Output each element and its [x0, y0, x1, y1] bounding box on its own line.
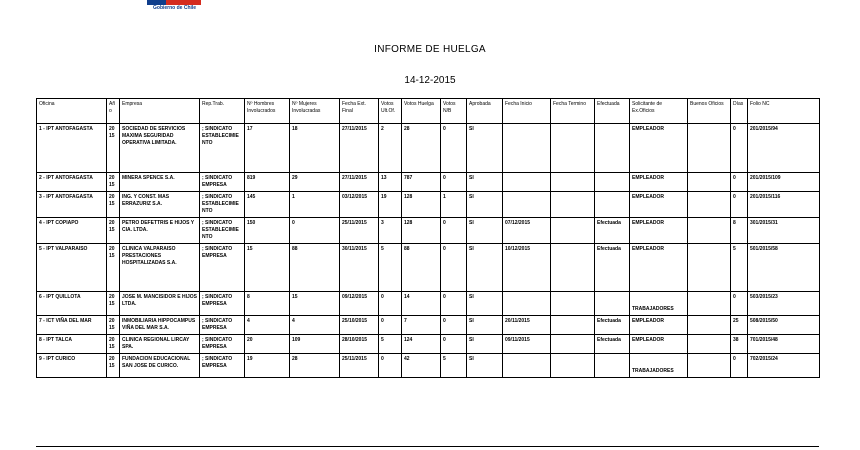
cell-dias: 38 — [731, 335, 748, 354]
cell-folio-nc: 503/2015/23 — [748, 292, 820, 316]
table-header-row — [37, 99, 820, 124]
header-mujeres: Nº Mujeres Involucradas — [290, 99, 340, 124]
cell-aprobada: SI — [467, 173, 503, 192]
cell-hombres: 150 — [245, 218, 290, 244]
page-bottom-rule — [36, 446, 819, 447]
cell-efectuada: Efectuada — [595, 335, 630, 354]
cell-ano: 2015 — [107, 173, 120, 192]
header-efectuada: Efectuada — [595, 99, 630, 124]
cell-votos-huelga: 28 — [402, 124, 441, 173]
cell-efectuada: Efectuada — [595, 316, 630, 335]
cell-empresa: ING. Y CONST. MAS ERRAZURIZ S.A. — [120, 192, 200, 218]
cell-empresa: PETRO DEFETTRIS E HIJOS Y CIA. LTDA. — [120, 218, 200, 244]
cell-solicitante: TRABAJADORES — [630, 354, 688, 378]
cell-efectuada — [595, 173, 630, 192]
cell-solicitante: EMPLEADOR — [630, 335, 688, 354]
cell-votos-nb: 0 — [441, 335, 467, 354]
cell-dias: 0 — [731, 173, 748, 192]
table-row — [37, 335, 820, 354]
cell-hombres: 19 — [245, 354, 290, 378]
cell-votos-nb: 1 — [441, 192, 467, 218]
cell-dias: 0 — [731, 292, 748, 316]
header-empresa: Empresa — [120, 99, 200, 124]
cell-fecha-termino — [551, 316, 595, 335]
cell-empresa: JOSE M. MANCISIDOR E HIJOS LTDA. — [120, 292, 200, 316]
cell-fecha-ext-final: 03/12/2015 — [340, 192, 379, 218]
cell-ano: 2015 — [107, 354, 120, 378]
cell-empresa: MINERA SPENCE S.A. — [120, 173, 200, 192]
cell-dias: 0 — [731, 192, 748, 218]
cell-buenos-oficios — [688, 124, 731, 173]
cell-solicitante: EMPLEADOR — [630, 316, 688, 335]
cell-aprobada: SI — [467, 316, 503, 335]
cell-dias: 0 — [731, 354, 748, 378]
cell-votos-ult-of: 19 — [379, 192, 402, 218]
cell-fecha-termino — [551, 218, 595, 244]
cell-aprobada: SI — [467, 292, 503, 316]
table-row — [37, 316, 820, 335]
table-row — [37, 354, 820, 378]
cell-votos-huelga: 42 — [402, 354, 441, 378]
cell-votos-huelga: 7 — [402, 316, 441, 335]
cell-aprobada: SI — [467, 335, 503, 354]
table-row — [37, 244, 820, 292]
cell-buenos-oficios — [688, 218, 731, 244]
cell-oficina: 6 - IPT QUILLOTA — [37, 292, 107, 316]
cell-mujeres: 29 — [290, 173, 340, 192]
cell-votos-ult-of: 0 — [379, 354, 402, 378]
cell-ano: 2015 — [107, 244, 120, 292]
cell-hombres: 8 — [245, 292, 290, 316]
cell-rep-trab: ; SINDICATO EMPRESA — [200, 173, 245, 192]
cell-fecha-inicio: 09/11/2015 — [503, 335, 551, 354]
cell-empresa: CLINICA VALPARAISO PRESTACIONES HOSPITALIZADAS S.A. — [120, 244, 200, 292]
cell-ano: 2015 — [107, 292, 120, 316]
cell-fecha-inicio — [503, 124, 551, 173]
cell-votos-nb: 5 — [441, 354, 467, 378]
cell-hombres: 819 — [245, 173, 290, 192]
cell-aprobada: SI — [467, 354, 503, 378]
cell-fecha-ext-final: 28/10/2015 — [340, 335, 379, 354]
cell-mujeres: 0 — [290, 218, 340, 244]
cell-mujeres: 28 — [290, 354, 340, 378]
cell-buenos-oficios — [688, 244, 731, 292]
cell-votos-ult-of: 0 — [379, 292, 402, 316]
cell-efectuada — [595, 354, 630, 378]
cell-votos-nb: 0 — [441, 316, 467, 335]
header-votos-huelga: Votos Huelga — [402, 99, 441, 124]
cell-fecha-ext-final: 25/11/2015 — [340, 218, 379, 244]
cell-fecha-ext-final: 30/11/2015 — [340, 244, 379, 292]
cell-oficina: 9 - IPT CURICO — [37, 354, 107, 378]
cell-fecha-inicio — [503, 192, 551, 218]
report-date: 14-12-2015 — [404, 75, 456, 86]
cell-rep-trab: ; SINDICATO EMPRESA — [200, 335, 245, 354]
cell-ano: 2015 — [107, 218, 120, 244]
cell-solicitante: EMPLEADOR — [630, 244, 688, 292]
cell-empresa: SOCIEDAD DE SERVICIOS MAXIMA SEGURIDAD OPERATIVA LIMITADA. — [120, 124, 200, 173]
cell-fecha-termino — [551, 354, 595, 378]
cell-oficina: 3 - IPT ANTOFAGASTA — [37, 192, 107, 218]
cell-solicitante: EMPLEADOR — [630, 173, 688, 192]
cell-efectuada — [595, 124, 630, 173]
cell-oficina: 4 - IPT COPIAPO — [37, 218, 107, 244]
cell-rep-trab: ; SINDICATO ESTABLECIMIENTO — [200, 192, 245, 218]
cell-oficina: 8 - IPT TALCA — [37, 335, 107, 354]
cell-votos-ult-of: 13 — [379, 173, 402, 192]
header-fecha-ext-final: Fecha Ext. Final — [340, 99, 379, 124]
cell-votos-ult-of: 2 — [379, 124, 402, 173]
table-row — [37, 173, 820, 192]
cell-aprobada: SI — [467, 244, 503, 292]
cell-buenos-oficios — [688, 316, 731, 335]
cell-mujeres: 1 — [290, 192, 340, 218]
cell-votos-ult-of: 5 — [379, 335, 402, 354]
cell-votos-huelga: 128 — [402, 192, 441, 218]
cell-votos-huelga: 88 — [402, 244, 441, 292]
cell-votos-nb: 0 — [441, 173, 467, 192]
report-title: INFORME DE HUELGA — [374, 44, 486, 55]
header-oficina: Oficina — [37, 99, 107, 124]
cell-folio-nc: 201/2015/94 — [748, 124, 820, 173]
cell-folio-nc: 201/2015/116 — [748, 192, 820, 218]
cell-fecha-ext-final: 25/11/2015 — [340, 354, 379, 378]
cell-oficina: 7 - ICT VIÑA DEL MAR — [37, 316, 107, 335]
cell-solicitante: EMPLEADOR — [630, 192, 688, 218]
cell-votos-nb: 0 — [441, 292, 467, 316]
cell-fecha-ext-final: 27/11/2015 — [340, 173, 379, 192]
cell-fecha-inicio: 20/11/2015 — [503, 316, 551, 335]
cell-solicitante: EMPLEADOR — [630, 124, 688, 173]
cell-buenos-oficios — [688, 335, 731, 354]
cell-buenos-oficios — [688, 354, 731, 378]
cell-dias: 8 — [731, 218, 748, 244]
cell-aprobada: SI — [467, 218, 503, 244]
cell-mujeres: 18 — [290, 124, 340, 173]
cell-hombres: 15 — [245, 244, 290, 292]
cell-mujeres: 4 — [290, 316, 340, 335]
cell-dias: 25 — [731, 316, 748, 335]
cell-buenos-oficios — [688, 173, 731, 192]
cell-votos-huelga: 787 — [402, 173, 441, 192]
cell-votos-ult-of: 5 — [379, 244, 402, 292]
cell-buenos-oficios — [688, 192, 731, 218]
header-aprobada: Aprobada — [467, 99, 503, 124]
cell-rep-trab: ; SINDICATO EMPRESA — [200, 292, 245, 316]
cell-votos-huelga: 14 — [402, 292, 441, 316]
cell-efectuada — [595, 192, 630, 218]
cell-oficina: 5 - IPT VALPARAISO — [37, 244, 107, 292]
header-rep-trab: Rep.Trab. — [200, 99, 245, 124]
cell-votos-huelga: 124 — [402, 335, 441, 354]
cell-votos-ult-of: 0 — [379, 316, 402, 335]
cell-fecha-inicio — [503, 173, 551, 192]
header-votos-ult-of: Votos Ult.Of. — [379, 99, 402, 124]
table-row — [37, 292, 820, 316]
cell-hombres: 20 — [245, 335, 290, 354]
cell-aprobada: SI — [467, 124, 503, 173]
cell-votos-nb: 0 — [441, 218, 467, 244]
cell-fecha-termino — [551, 124, 595, 173]
cell-rep-trab: ; SINDICATO EMPRESA — [200, 354, 245, 378]
cell-fecha-termino — [551, 244, 595, 292]
cell-ano: 2015 — [107, 124, 120, 173]
cell-dias: 0 — [731, 124, 748, 173]
header-buenos-oficios: Buenos Oficios — [688, 99, 731, 124]
cell-fecha-termino — [551, 192, 595, 218]
cell-fecha-inicio — [503, 354, 551, 378]
cell-fecha-ext-final: 25/10/2015 — [340, 316, 379, 335]
gobierno-logo — [147, 0, 201, 14]
header-fecha-inicio: Fecha Inicio — [503, 99, 551, 124]
cell-fecha-termino — [551, 292, 595, 316]
cell-votos-ult-of: 3 — [379, 218, 402, 244]
table-row — [37, 218, 820, 244]
cell-fecha-ext-final: 27/11/2015 — [340, 124, 379, 173]
cell-rep-trab: ; SINDICATO ESTABLECIMIENTO — [200, 218, 245, 244]
cell-fecha-termino — [551, 173, 595, 192]
table-row — [37, 124, 820, 173]
cell-folio-nc: 501/2015/58 — [748, 244, 820, 292]
header-votos-nb: Votos N/B — [441, 99, 467, 124]
cell-folio-nc: 301/2015/31 — [748, 218, 820, 244]
cell-empresa: INMOBILIARIA HIPPOCAMPUS VIÑA DEL MAR S.A. — [120, 316, 200, 335]
cell-votos-nb: 0 — [441, 244, 467, 292]
cell-oficina: 1 - IPT ANTOFAGASTA — [37, 124, 107, 173]
cell-hombres: 4 — [245, 316, 290, 335]
cell-fecha-ext-final: 09/12/2015 — [340, 292, 379, 316]
cell-efectuada: Efectuada — [595, 244, 630, 292]
cell-hombres: 145 — [245, 192, 290, 218]
header-dias: Días — [731, 99, 748, 124]
cell-votos-huelga: 128 — [402, 218, 441, 244]
cell-votos-nb: 0 — [441, 124, 467, 173]
cell-ano: 2015 — [107, 316, 120, 335]
cell-fecha-inicio: 10/12/2015 — [503, 244, 551, 292]
cell-empresa: FUNDACION EDUCACIONAL SAN JOSE DE CURICO. — [120, 354, 200, 378]
header-hombres: Nº Hombres Involucrados — [245, 99, 290, 124]
cell-solicitante: TRABAJADORES — [630, 292, 688, 316]
cell-hombres: 17 — [245, 124, 290, 173]
cell-folio-nc: 702/2015/24 — [748, 354, 820, 378]
cell-folio-nc: 701/2015/48 — [748, 335, 820, 354]
cell-ano: 2015 — [107, 335, 120, 354]
strike-report-table — [36, 98, 820, 378]
cell-fecha-inicio — [503, 292, 551, 316]
cell-fecha-termino — [551, 335, 595, 354]
header-solicitante: Solicitante de Ex.Oficios — [630, 99, 688, 124]
cell-dias: 5 — [731, 244, 748, 292]
header-fecha-termino: Fecha Termino — [551, 99, 595, 124]
logo-caption: Gobierno de Chile — [153, 5, 197, 11]
cell-rep-trab: ; SINDICATO EMPRESA — [200, 316, 245, 335]
cell-rep-trab: ; SINDICATO ESTABLECIMIENTO — [200, 124, 245, 173]
cell-mujeres: 88 — [290, 244, 340, 292]
header-ano: Año — [107, 99, 120, 124]
cell-folio-nc: 508/2015/50 — [748, 316, 820, 335]
cell-solicitante: EMPLEADOR — [630, 218, 688, 244]
cell-buenos-oficios — [688, 292, 731, 316]
header-folio-nc: Folio NC — [748, 99, 820, 124]
cell-aprobada: SI — [467, 192, 503, 218]
cell-folio-nc: 201/2015/109 — [748, 173, 820, 192]
table-row — [37, 192, 820, 218]
cell-empresa: CLINICA REGIONAL LIRCAY SPA. — [120, 335, 200, 354]
cell-mujeres: 15 — [290, 292, 340, 316]
cell-rep-trab: ; SINDICATO EMPRESA — [200, 244, 245, 292]
cell-efectuada — [595, 292, 630, 316]
cell-fecha-inicio: 07/12/2015 — [503, 218, 551, 244]
cell-efectuada: Efectuada — [595, 218, 630, 244]
cell-ano: 2015 — [107, 192, 120, 218]
cell-mujeres: 109 — [290, 335, 340, 354]
cell-oficina: 2 - IPT ANTOFAGASTA — [37, 173, 107, 192]
